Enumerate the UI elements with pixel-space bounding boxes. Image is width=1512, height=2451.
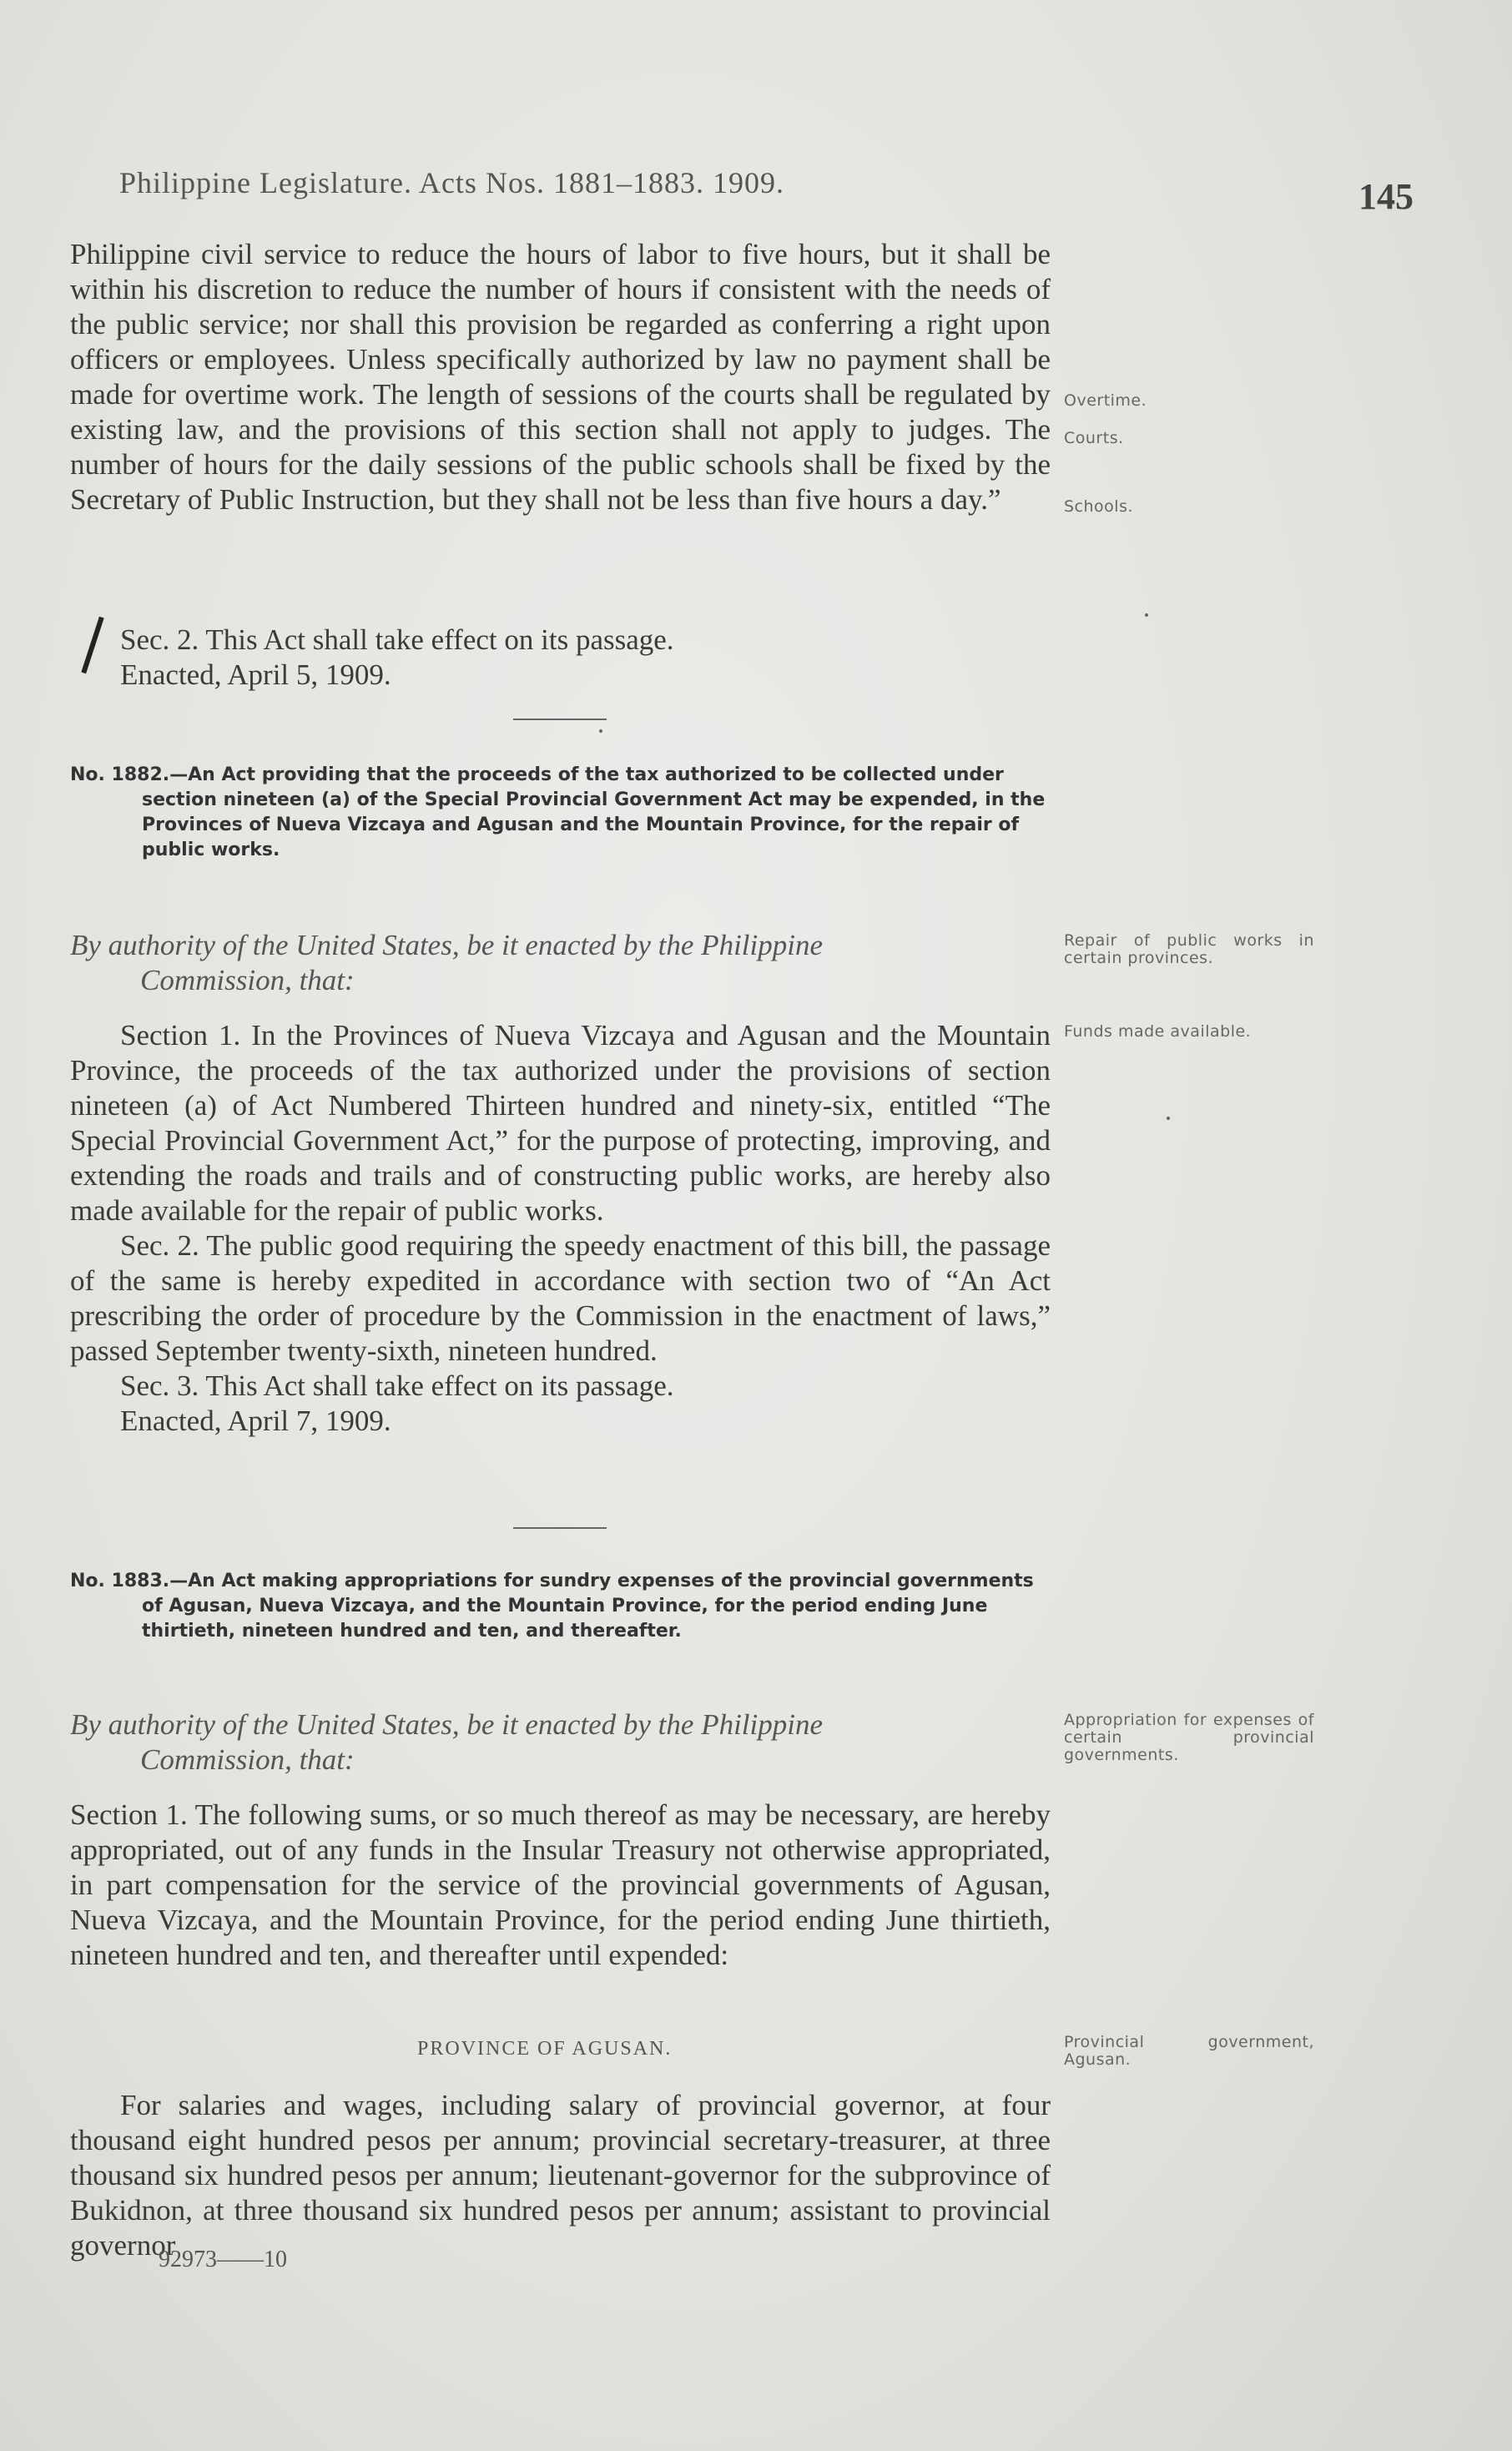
enacting-line-2: Commission, that: xyxy=(140,1743,355,1776)
act1882-enacting-clause xyxy=(70,928,1051,998)
act1883-sec1: Section 1. The following sums, or so much thereof as may be necessary, are hereby appropriated, out of any funds in the Insular Treasury not otherwise appropriated, in part compensation for the service of the provincial governments of Agusan, Nueva Vizcaya, and the Mountain Province, for the period ending June thirtieth, nineteen hundred and ten, and thereafter until expended: xyxy=(70,1798,1051,1971)
province-subheading: PROVINCE OF AGUSAN. xyxy=(417,2038,673,2060)
act1882-sec2: Sec. 2. The public good requiring the speedy enactment of this bill, the passage of the same is hereby expedited in accordance with section two of “An Act prescribing the order of procedure by the Commission in the enactment of laws,” passed September twenty-sixth, nineteen hundred. xyxy=(70,1229,1051,1367)
act1882-enacted: Enacted, April 7, 1909. xyxy=(120,1405,391,1437)
act1881-sec2 xyxy=(70,623,1051,693)
act1882-sec3: Sec. 3. This Act shall take effect on its passage. xyxy=(120,1369,674,1402)
margin-note-overtime: Overtime. xyxy=(1064,391,1147,410)
page-number: 145 xyxy=(1358,176,1414,217)
enacting-line-1: By authority of the United States, be it enacted by the Philippine xyxy=(70,1708,824,1741)
act1882-sec1: Section 1. In the Provinces of Nueva Vizcaya and Agusan and the Mountain Province, the proceeds of the tax authorized under the provisions of section nineteen (a) of Act Numbered Thirteen hundred and ninety-six, entitled “The Special Provincial Government Act,” for the purpose of protecting, improving, and extending the roads and trails and of constructing public works, are hereby also made available for the repair of public works. xyxy=(70,1019,1051,1227)
speck xyxy=(1167,1117,1170,1120)
running-header: Philippine Legislature. Acts Nos. 1881–1883. 1909. xyxy=(119,166,784,199)
section-divider xyxy=(513,719,607,720)
enacting-line-2: Commission, that: xyxy=(140,964,355,996)
act1882-heading xyxy=(70,763,1051,863)
speck xyxy=(1145,613,1148,617)
margin-note-funds: Funds made available. xyxy=(1064,1022,1252,1041)
margin-note-courts: Courts. xyxy=(1064,429,1124,447)
section-divider xyxy=(513,1527,607,1529)
margin-note-repair: Repair of public works in certain provinces. xyxy=(1064,931,1314,967)
act1883-heading-text: No. 1883.—An Act making appropriations for sundry expenses of the provincial governments of Agusan, Nueva Vizcaya, and the Mountain Province, for the period ending June thirtieth, nineteen hundred and ten, and thereafter. xyxy=(70,1571,1034,1642)
enacting-line-1: By authority of the United States, be it enacted by the Philippine xyxy=(70,929,824,961)
margin-note-agusan: Provincial government, Agusan. xyxy=(1064,2033,1314,2069)
speck xyxy=(599,729,602,733)
act1883-heading xyxy=(70,1569,1051,1644)
act1882-body xyxy=(70,1018,1051,1439)
margin-note-schools: Schools. xyxy=(1064,497,1134,516)
act1883-enacting-clause xyxy=(70,1707,1051,1778)
signature-mark: 92973——10 xyxy=(159,2247,287,2272)
agusan-salaries xyxy=(70,2088,1051,2263)
continued-paragraph: Philippine civil service to reduce the hours of labor to five hours, but it shall be within his discretion to reduce the number of hours if consistent with the needs of the public service; nor shall this provision be regarded as conferring a right upon officers or employees. Unless specifically authorized by law no payment shall be made for overtime work. The length of sessions of the courts shall be regulated by existing law, and the provisions of this section shall not apply to judges. The number of hours for the daily sessions of the public schools shall be fixed by the Secretary of Public Instruction, but they shall not be less than five hours a day.” xyxy=(70,238,1051,516)
margin-note-appropriation: Appropriation for expenses of certain provincial governments. xyxy=(1064,1711,1314,1764)
agusan-salaries-text: For salaries and wages, including salary of provincial governor, at four thousand eight hundred pesos per annum; provincial secretary-treasurer, at three thousand six hundred pesos per annum; lieutenant-governor for the subprovince of Bukidnon, at three thousand six hundred pesos per annum; assistant to provincial governor xyxy=(70,2089,1051,2262)
act1882-heading-text: No. 1882.—An Act providing that the proceeds of the tax authorized to be collected under section nineteen (a) of the Special Provincial Government Act may be expended, in the Provinces of Nueva Vizcaya and Agusan and the Mountain Province, for the repair of public works. xyxy=(70,764,1046,860)
act1881-sec2-text: Sec. 2. This Act shall take effect on its passage. xyxy=(120,623,674,656)
act1881-enacted: Enacted, April 5, 1909. xyxy=(120,658,391,691)
